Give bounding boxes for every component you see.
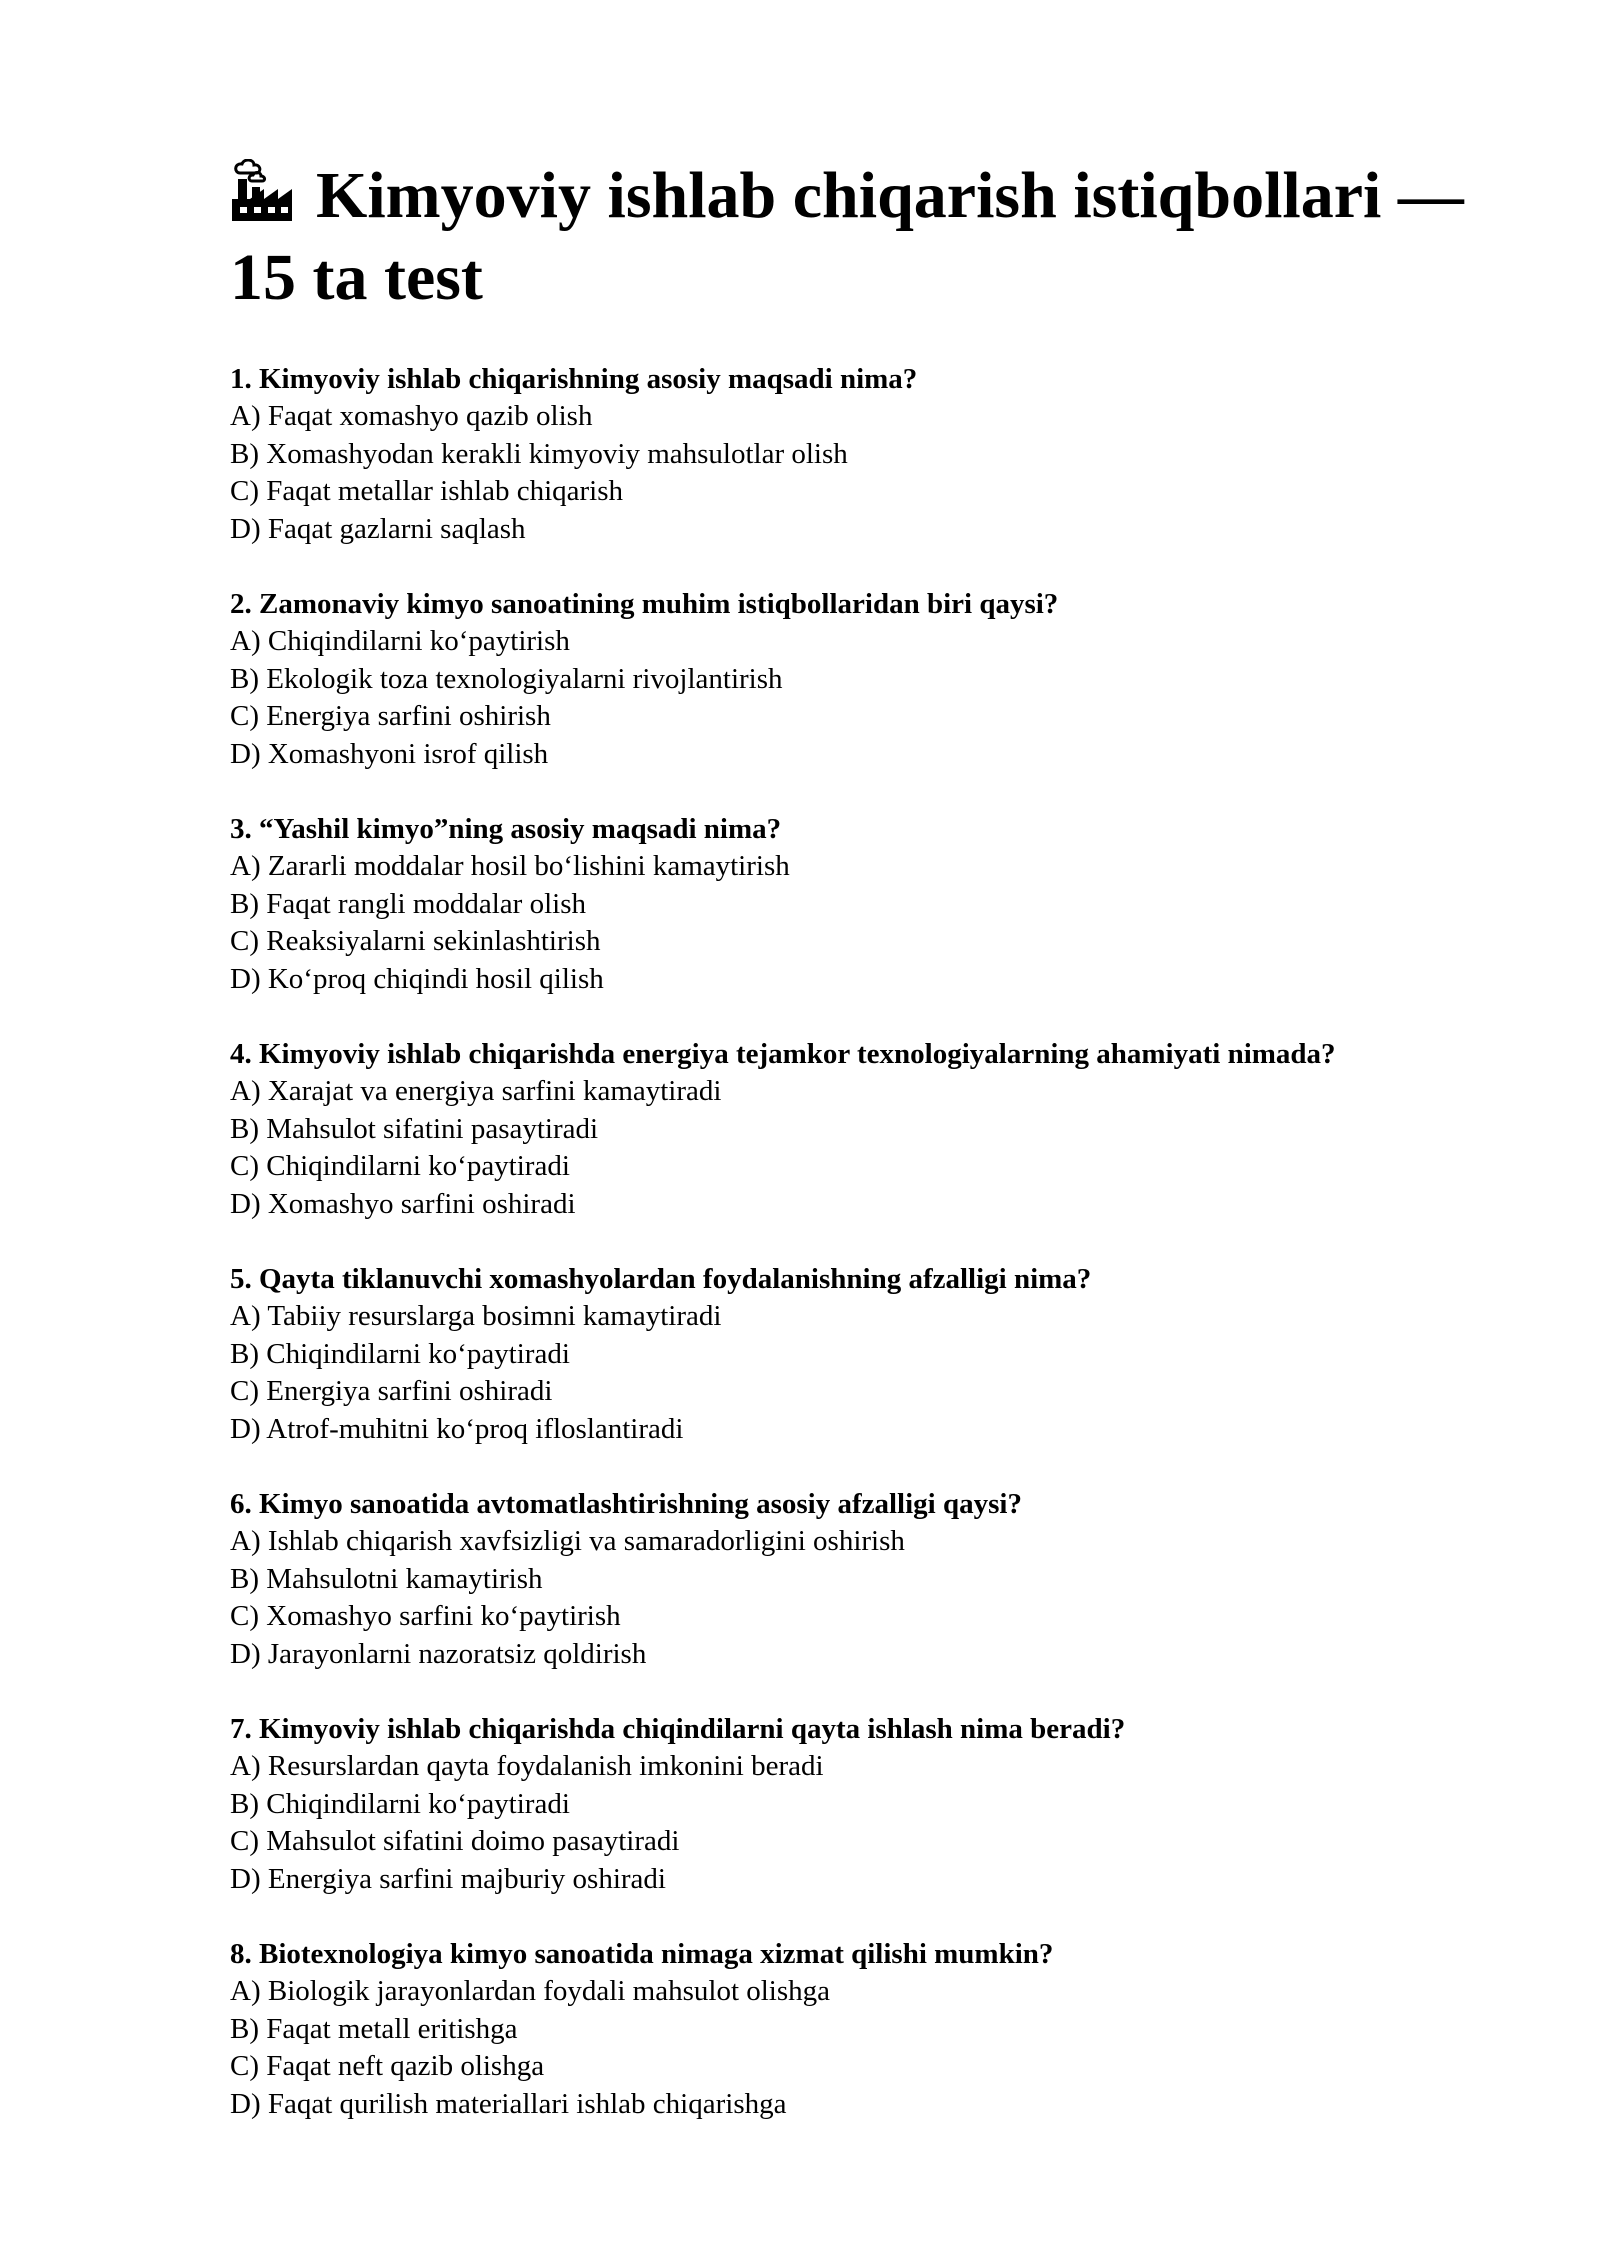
answer-option: C) Xomashyo sarfini ko‘paytirish xyxy=(230,1600,621,1632)
answer-option: C) Faqat neft qazib olishga xyxy=(230,2050,545,2082)
answer-option: C) Faqat metallar ishlab chiqarish xyxy=(230,475,624,507)
answer-option: A) Faqat xomashyo qazib olish xyxy=(230,400,593,432)
answer-option: A) Resurslardan qayta foydalanish imkonini beradi xyxy=(230,1750,824,1782)
answer-option: B) Faqat metall eritishga xyxy=(230,2012,518,2045)
factory-icon xyxy=(230,159,294,221)
question-text: 4. Kimyoviy ishlab chiqarishda energiya tejamkor texnologiyalarning ahamiyati nimada? xyxy=(230,1038,1336,1070)
answer-option: A) Chiqindilarni ko‘paytirish xyxy=(230,625,570,657)
answer-option: B) Ekologik toza texnologiyalarni rivojlantirish xyxy=(230,662,783,695)
answer-option: C) Chiqindilarni ko‘paytiradi xyxy=(230,1150,570,1182)
answer-option: B) Mahsulot sifatini pasaytiradi xyxy=(230,1112,599,1145)
document-page xyxy=(230,155,1520,2161)
question-text: 5. Qayta tiklanuvchi xomashyolardan foydalanishning afzalligi nima? xyxy=(230,1263,1092,1295)
answer-option: A) Zararli moddalar hosil bo‘lishini kamaytirish xyxy=(230,850,790,882)
answer-option: C) Energiya sarfini oshiradi xyxy=(230,1375,553,1407)
answer-option: D) Xomashyo sarfini oshiradi xyxy=(230,1187,576,1220)
answer-option: A) Biologik jarayonlardan foydali mahsulot olishga xyxy=(230,1975,831,2007)
question-block xyxy=(230,811,1520,998)
question-block xyxy=(230,361,1520,548)
page-title-text: Kimyoviy ishlab chiqarish istiqbollari — 15 ta test xyxy=(230,159,1464,314)
question-block xyxy=(230,1936,1520,2123)
answer-option: D) Faqat gazlarni saqlash xyxy=(230,512,526,545)
question-text: 3. “Yashil kimyo”ning asosiy maqsadi nima? xyxy=(230,813,782,845)
answer-option: B) Faqat rangli moddalar olish xyxy=(230,887,586,920)
question-text: 2. Zamonaviy kimyo sanoatining muhim istiqbollaridan biri qaysi? xyxy=(230,588,1059,620)
answer-option: C) Mahsulot sifatini doimo pasaytiradi xyxy=(230,1825,680,1857)
question-block xyxy=(230,1486,1520,1673)
question-block xyxy=(230,1711,1520,1898)
answer-option: C) Reaksiyalarni sekinlashtirish xyxy=(230,925,601,957)
answer-option: D) Faqat qurilish materiallari ishlab chiqarishga xyxy=(230,2087,787,2120)
answer-option: B) Mahsulotni kamaytirish xyxy=(230,1562,543,1595)
answer-option: A) Ishlab chiqarish xavfsizligi va samaradorligini oshirish xyxy=(230,1525,905,1557)
answer-option: B) Chiqindilarni ko‘paytiradi xyxy=(230,1337,570,1370)
answer-option: A) Tabiiy resurslarga bosimni kamaytiradi xyxy=(230,1300,722,1332)
question-block xyxy=(230,1036,1520,1223)
answer-option: A) Xarajat va energiya sarfini kamaytiradi xyxy=(230,1075,722,1107)
answer-option: D) Jarayonlarni nazoratsiz qoldirish xyxy=(230,1637,647,1670)
answer-option: B) Chiqindilarni ko‘paytiradi xyxy=(230,1787,570,1820)
answer-option: B) Xomashyodan kerakli kimyoviy mahsulotlar olish xyxy=(230,437,848,470)
question-text: 1. Kimyoviy ishlab chiqarishning asosiy maqsadi nima? xyxy=(230,363,918,395)
question-block xyxy=(230,586,1520,773)
question-text: 8. Biotexnologiya kimyo sanoatida nimaga xizmat qilishi mumkin? xyxy=(230,1938,1054,1970)
question-block xyxy=(230,1261,1520,1448)
page-title xyxy=(230,155,1520,319)
answer-option: D) Ko‘proq chiqindi hosil qilish xyxy=(230,962,604,995)
answer-option: C) Energiya sarfini oshirish xyxy=(230,700,551,732)
question-text: 6. Kimyo sanoatida avtomatlashtirishning asosiy afzalligi qaysi? xyxy=(230,1488,1022,1520)
question-list xyxy=(230,361,1520,2123)
question-text: 7. Kimyoviy ishlab chiqarishda chiqindilarni qayta ishlash nima beradi? xyxy=(230,1713,1126,1745)
answer-option: D) Xomashyoni isrof qilish xyxy=(230,737,549,770)
answer-option: D) Energiya sarfini majburiy oshiradi xyxy=(230,1862,666,1895)
answer-option: D) Atrof-muhitni ko‘proq ifloslantiradi xyxy=(230,1412,684,1445)
